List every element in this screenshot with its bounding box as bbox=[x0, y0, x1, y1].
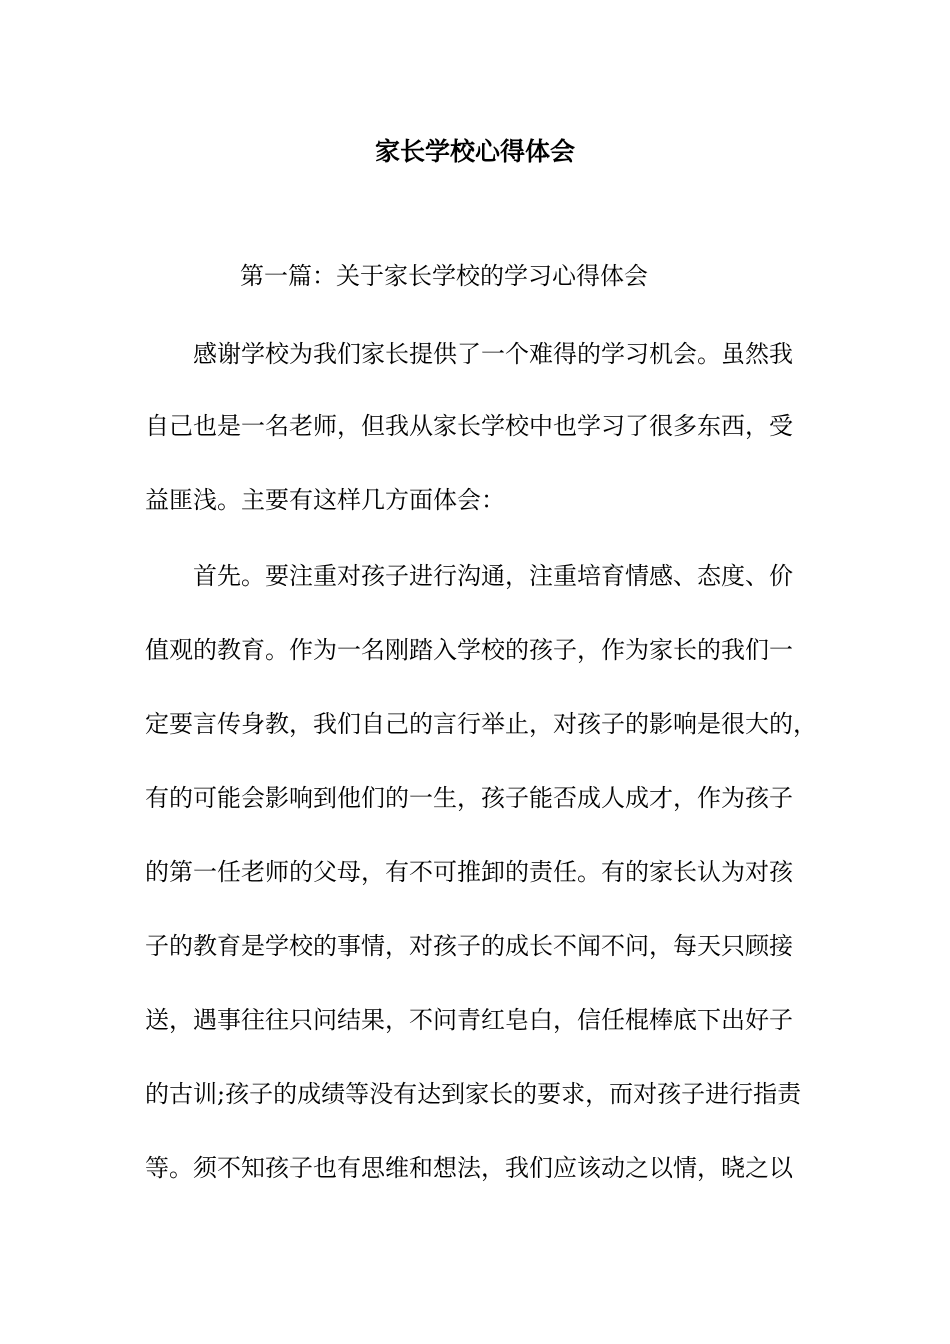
document-title: 家长学校心得体会 bbox=[374, 137, 575, 166]
paragraph-line: 定要言传身教，我们自己的言行举止，对孩子的影响是很大的， bbox=[145, 710, 817, 738]
paragraph-line: 的古训;孩子的成绩等没有达到家长的要求，而对孩子进行指责 bbox=[145, 1080, 802, 1108]
paragraph-line: 有的可能会影响到他们的一生，孩子能否成人成才，作为孩子 bbox=[145, 784, 793, 812]
section-heading: 第一篇：关于家长学校的学习心得体会 bbox=[240, 262, 648, 290]
paragraph-line: 感谢学校为我们家长提供了一个难得的学习机会。虽然我 bbox=[193, 340, 793, 368]
paragraph-line: 值观的教育。作为一名刚踏入学校的孩子，作为家长的我们一 bbox=[145, 636, 793, 664]
paragraph-line: 子的教育是学校的事情，对孩子的成长不闻不问，每天只顾接 bbox=[145, 932, 793, 960]
paragraph-line: 首先。要注重对孩子进行沟通，注重培育情感、态度、价 bbox=[193, 562, 793, 590]
paragraph-line: 自己也是一名老师，但我从家长学校中也学习了很多东西，受 bbox=[145, 412, 793, 440]
paragraph-line: 的第一任老师的父母，有不可推卸的责任。有的家长认为对孩 bbox=[145, 858, 793, 886]
paragraph-line: 益匪浅。主要有这样几方面体会： bbox=[145, 486, 505, 514]
paragraph-line: 送，遇事往往只问结果，不问青红皂白，信任棍棒底下出好子 bbox=[145, 1006, 793, 1034]
paragraph-line: 等。须不知孩子也有思维和想法，我们应该动之以情，晓之以 bbox=[145, 1154, 793, 1182]
